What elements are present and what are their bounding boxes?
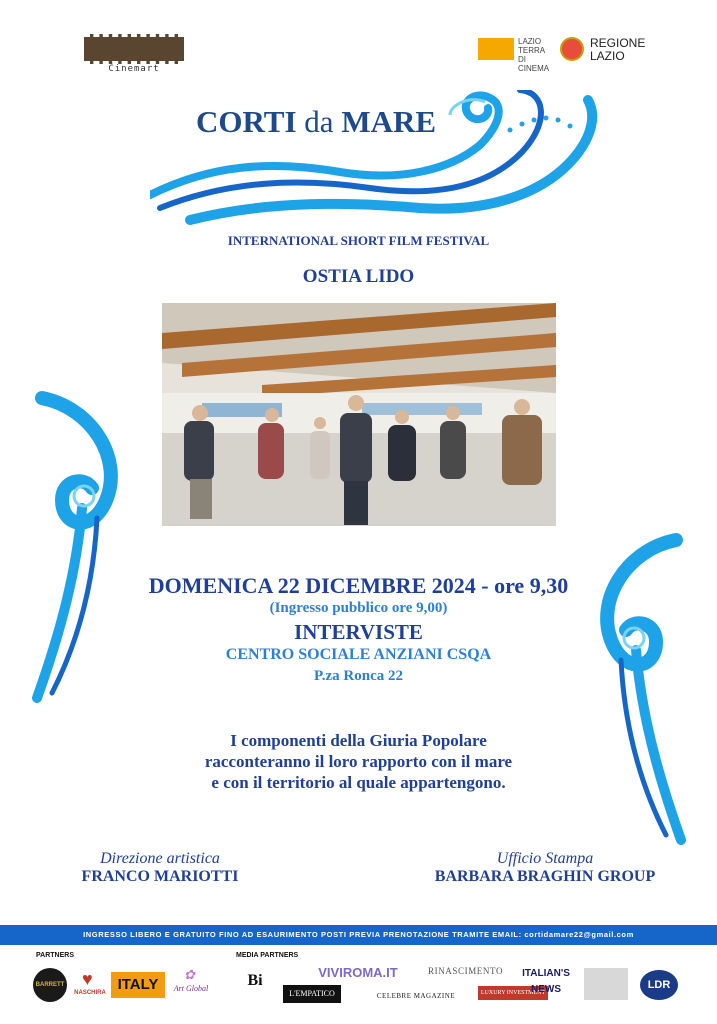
- media-logo-rinascimento: RINASCIMENTO: [428, 966, 504, 976]
- lazio-mark-icon: [478, 38, 514, 60]
- lazio-terra-line3: CINEMA: [518, 64, 550, 73]
- regione-line1: REGIONE: [590, 36, 646, 50]
- footer-banner: INGRESSO LIBERO E GRATUITO FINO AD ESAURIMENTO POSTI PREVIA PRENOTAZIONE TRAMITE EMAIL: cortidamare22@gmail.com: [0, 925, 717, 945]
- art-global-text: Art Global: [173, 984, 209, 993]
- title-da: da: [304, 104, 334, 139]
- description-line1: I componenti della Giuria Popolare: [230, 731, 487, 750]
- art-global-butterfly-icon: ✿: [184, 967, 195, 982]
- regione-line2: LAZIO: [590, 49, 625, 63]
- description-line3: e con il territorio al quale appartengono.: [211, 773, 506, 792]
- press-office-credit: [410, 850, 680, 886]
- lazio-terra-line2: TERRA DI: [518, 46, 545, 64]
- media-logo-graphic: [584, 968, 628, 1000]
- media-logo-luxury-investment: LUXURY INVESTMENT: [478, 986, 548, 1000]
- media-logo-viviroma: VIVIROMA.IT: [318, 965, 398, 980]
- event-venue: CENTRO SOCIALE ANZIANI CSQA: [225, 646, 492, 663]
- title-mare: MARE: [341, 104, 437, 139]
- partners-label: PARTNERS: [36, 952, 74, 959]
- partner-logo-naschira: [72, 968, 108, 1002]
- media-logo-bi: Bi: [247, 972, 263, 989]
- lazio-terra-di-cinema-logo: [478, 36, 554, 73]
- film-strip-graphic: [84, 34, 184, 64]
- cinemart-logo: [84, 34, 184, 78]
- partner-logo-barrett: BARRETT: [33, 968, 67, 1002]
- partner-logo-italy: ITALY: [111, 972, 165, 998]
- festival-location: OSTIA LIDO: [302, 266, 415, 287]
- title-corti: CORTI: [196, 104, 297, 139]
- event-address: P.za Ronca 22: [313, 668, 404, 684]
- press-office-name: BARBARA BRAGHIN GROUP: [434, 868, 656, 885]
- regione-seal-icon: [560, 37, 584, 61]
- cinemart-wordmark: Cinemart: [108, 64, 160, 74]
- media-partners-label: MEDIA PARTNERS: [236, 952, 299, 959]
- festival-subtitle: INTERNATIONAL SHORT FILM FESTIVAL: [227, 233, 490, 248]
- regione-lazio-logo: [560, 36, 660, 64]
- media-logo-ldr: LDR: [640, 970, 678, 1000]
- artistic-direction-credit: [60, 850, 260, 886]
- description-line2: racconteranno il loro rapporto con il mare: [204, 752, 513, 771]
- event-date: DOMENICA 22 DICEMBRE 2024 - ore 9,30: [148, 573, 569, 598]
- dance-hall-photo: [162, 303, 556, 526]
- artistic-direction-label: Direzione artistica: [100, 850, 220, 867]
- media-logo-celebre: CELEBRE MAGAZINE: [376, 992, 456, 1000]
- event-description: [0, 730, 717, 793]
- artistic-direction-name: FRANCO MARIOTTI: [81, 868, 239, 885]
- naschira-text: NASCHIRA: [74, 990, 106, 996]
- lazio-terra-line1: LAZIO: [518, 37, 542, 46]
- partner-logo-art-global: [168, 966, 214, 1002]
- event-entry-note: (Ingresso pubblico ore 9,00): [269, 600, 448, 616]
- media-logo-italians-news: ITALIAN'S NEWS: [522, 968, 570, 995]
- media-logo-empatico: L'EMPATICO: [283, 985, 341, 1003]
- event-type: INTERVISTE: [294, 620, 423, 644]
- naschira-heart-icon: ♥: [82, 969, 93, 989]
- festival-title: [196, 104, 436, 140]
- press-office-label: Ufficio Stampa: [496, 850, 594, 867]
